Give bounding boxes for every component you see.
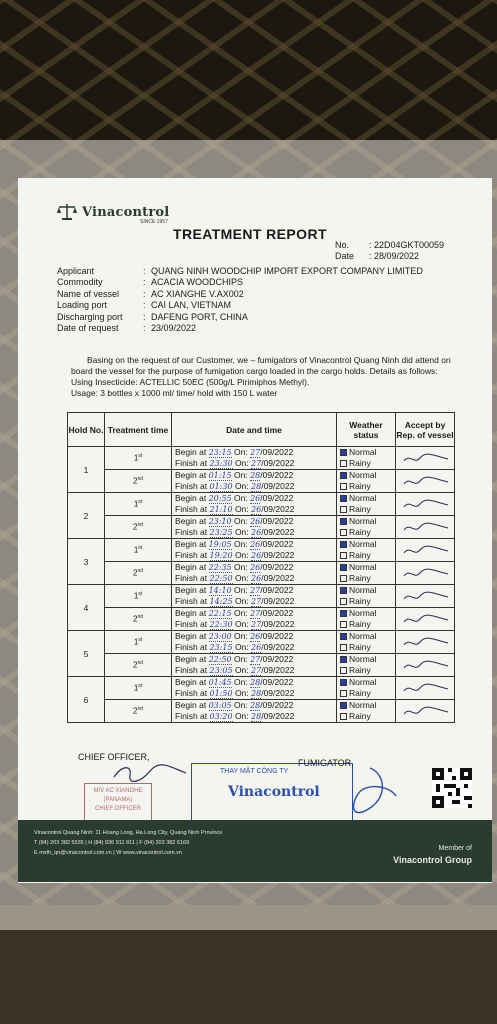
vessel-rep-signature xyxy=(402,614,450,626)
vessel-rep-signature xyxy=(402,545,450,557)
header-treatment: Treatment time xyxy=(105,413,172,447)
treatment-ordinal: 1st xyxy=(105,677,172,700)
treatment-ordinal: 1st xyxy=(105,585,172,608)
detail-value: 23/09/2022 xyxy=(151,323,197,333)
normal-checkbox xyxy=(340,518,347,525)
table-row xyxy=(68,470,455,493)
finish-time: 01:30 xyxy=(209,482,233,491)
normal-checkbox xyxy=(340,541,347,548)
finish-time: 19:20 xyxy=(209,551,233,560)
rainy-checkbox xyxy=(340,690,347,697)
accept-signature-cell xyxy=(396,447,455,470)
date-time-cell: Begin at 22:15 On: 27/09/2022 Finish at 22:30 On: 27/09/2022 xyxy=(172,608,337,631)
begin-day: 27 xyxy=(250,609,261,618)
begin-day: 28 xyxy=(250,701,261,710)
detail-label: Date of request xyxy=(57,323,119,333)
table-row xyxy=(68,493,455,516)
begin-time: 22:35 xyxy=(208,563,232,572)
detail-value: AC XIANGHE V.AX002 xyxy=(151,288,244,299)
finish-day: 27 xyxy=(251,666,262,675)
rainy-checkbox xyxy=(340,713,347,720)
rainy-checkbox xyxy=(340,575,347,582)
table-row xyxy=(68,654,455,677)
normal-checkbox xyxy=(340,587,347,594)
table-row xyxy=(68,631,455,654)
finish-time: 22:30 xyxy=(209,620,233,629)
hold-number: 6 xyxy=(68,677,105,723)
begin-time: 23:10 xyxy=(208,517,232,526)
finish-time: 23:30 xyxy=(209,459,233,468)
finish-time: 14:25 xyxy=(209,597,233,606)
weather-cell: Normal Rainy xyxy=(337,470,396,493)
weather-cell: Normal Rainy xyxy=(337,562,396,585)
accept-signature-cell xyxy=(396,700,455,723)
rainy-checkbox xyxy=(340,552,347,559)
begin-time: 23:15 xyxy=(208,448,232,457)
accept-signature-cell xyxy=(396,608,455,631)
begin-time: 01:15 xyxy=(208,471,232,480)
brand-name: Vinacontrol xyxy=(82,204,170,220)
begin-day: 26 xyxy=(250,540,261,549)
finish-day: 27 xyxy=(251,459,262,468)
begin-day: 26 xyxy=(250,632,261,641)
vessel-stamp: M/V AC XIANGHE (PANAMA) CHIEF OFFICER xyxy=(84,783,152,823)
begin-time: 01:45 xyxy=(208,678,232,687)
begin-day: 28 xyxy=(250,678,261,687)
hold-number: 4 xyxy=(68,585,105,631)
detail-label: Discharging port xyxy=(57,311,123,322)
normal-checkbox xyxy=(340,679,347,686)
table-row xyxy=(68,677,455,700)
page-title: TREATMENT REPORT xyxy=(173,226,327,242)
scales-icon xyxy=(56,203,78,221)
normal-checkbox xyxy=(340,564,347,571)
accept-signature-cell xyxy=(396,493,455,516)
treatment-report-document xyxy=(18,178,492,883)
normal-checkbox xyxy=(340,656,347,663)
hold-number: 1 xyxy=(68,447,105,493)
header-weather: Weather status xyxy=(337,413,396,447)
vessel-rep-signature xyxy=(402,568,450,580)
vessel-rep-signature xyxy=(402,453,450,465)
hold-number: 2 xyxy=(68,493,105,539)
date-time-cell: Begin at 20:55 On: 26/09/2022 Finish at 21:10 On: 26/09/2022 xyxy=(172,493,337,516)
finish-day: 26 xyxy=(251,528,262,537)
treatment-ordinal: 2nd xyxy=(105,700,172,723)
accept-signature-cell xyxy=(396,677,455,700)
vessel-rep-signature xyxy=(402,499,450,511)
date-time-cell: Begin at 19:05 On: 26/09/2022 Finish at 19:20 On: 26/09/2022 xyxy=(172,539,337,562)
accept-signature-cell xyxy=(396,654,455,677)
finish-time: 03:20 xyxy=(209,712,233,721)
finish-time: 21:10 xyxy=(209,505,233,514)
rainy-checkbox xyxy=(340,506,347,513)
vessel-rep-signature xyxy=(402,637,450,649)
begin-day: 28 xyxy=(250,471,261,480)
treatment-ordinal: 2nd xyxy=(105,654,172,677)
table-row xyxy=(68,516,455,539)
finish-time: 01:50 xyxy=(209,689,233,698)
normal-checkbox xyxy=(340,472,347,479)
date-time-cell: Begin at 22:50 On: 27/09/2022 Finish at 23:05 On: 27/09/2022 xyxy=(172,654,337,677)
weather-cell: Normal Rainy xyxy=(337,493,396,516)
weather-cell: Normal Rainy xyxy=(337,631,396,654)
accept-signature-cell xyxy=(396,562,455,585)
weather-cell: Normal Rainy xyxy=(337,677,396,700)
rainy-checkbox xyxy=(340,644,347,651)
vessel-rep-signature xyxy=(402,591,450,603)
treatment-ordinal: 2nd xyxy=(105,608,172,631)
date-time-cell: Begin at 23:10 On: 26/09/2022 Finish at 23:25 On: 26/09/2022 xyxy=(172,516,337,539)
header-accept: Accept by Rep. of vessel xyxy=(396,413,455,447)
finish-time: 23:15 xyxy=(209,643,233,652)
rainy-checkbox xyxy=(340,667,347,674)
detail-row: Commodity : ACACIA WOODCHIPS xyxy=(57,277,244,288)
finish-day: 28 xyxy=(251,482,262,491)
finish-day: 27 xyxy=(251,620,262,629)
fumigator-signature xyxy=(340,766,400,816)
detail-row: Name of vessel : AC XIANGHE V.AX002 xyxy=(57,288,244,299)
rainy-checkbox xyxy=(340,483,347,490)
fumigator-label: FUMIGATOR, xyxy=(298,758,354,768)
vessel-rep-signature xyxy=(402,476,450,488)
vessel-rep-signature xyxy=(402,683,450,695)
begin-day: 27 xyxy=(250,586,261,595)
begin-time: 23:00 xyxy=(208,632,232,641)
header-datetime: Date and time xyxy=(172,413,337,447)
treatment-ordinal: 2nd xyxy=(105,470,172,493)
normal-checkbox xyxy=(340,633,347,640)
finish-time: 23:05 xyxy=(209,666,233,675)
begin-time: 14:10 xyxy=(208,586,232,595)
begin-time: 03:05 xyxy=(208,701,232,710)
detail-row: Discharging port : DAFENG PORT, CHINA xyxy=(57,311,248,322)
since-text: SINCE 1957 xyxy=(140,219,168,225)
begin-time: 19:05 xyxy=(208,540,232,549)
detail-value: DAFENG PORT, CHINA xyxy=(151,311,248,322)
date-time-cell: Begin at 14:10 On: 27/09/2022 Finish at 14:25 On: 27/09/2022 xyxy=(172,585,337,608)
rainy-checkbox xyxy=(340,621,347,628)
normal-checkbox xyxy=(340,495,347,502)
detail-label: Applicant xyxy=(57,266,95,276)
normal-checkbox xyxy=(340,610,347,617)
normal-checkbox xyxy=(340,449,347,456)
begin-time: 22:15 xyxy=(208,609,232,618)
detail-value: QUANG NINH WOODCHIP IMPORT EXPORT COMPANY LIMITED xyxy=(151,266,423,276)
begin-day: 27 xyxy=(250,655,261,664)
date-time-cell: Begin at 01:45 On: 28/09/2022 Finish at 01:50 On: 28/09/2022 xyxy=(172,677,337,700)
weather-cell: Normal Rainy xyxy=(337,585,396,608)
finish-time: 22:50 xyxy=(209,574,233,583)
rainy-checkbox xyxy=(340,598,347,605)
weather-cell: Normal Rainy xyxy=(337,516,396,539)
table-row xyxy=(68,608,455,631)
vessel-rep-signature xyxy=(402,706,450,718)
detail-label: Commodity xyxy=(57,277,103,288)
treatment-ordinal: 2nd xyxy=(105,562,172,585)
chief-officer-label: CHIEF OFFICER, xyxy=(78,752,150,762)
finish-day: 26 xyxy=(251,551,262,560)
hold-number: 5 xyxy=(68,631,105,677)
hold-number: 3 xyxy=(68,539,105,585)
finish-day: 26 xyxy=(251,643,262,652)
weather-cell: Normal Rainy xyxy=(337,447,396,470)
rainy-checkbox xyxy=(340,529,347,536)
intro-paragraph: Basing on the request of our Customer, we – fumigators of Vinacontrol Quang Ninh did attend on board the vessel for the purpose of fumigation cargo loaded in the cargo holds. Details as follows: Using Insecticide: ACTELLIC 50EC (500g/L Pirimiphos Methyl). Usage: 3 bottles x 1000 ml/ time/ hold with 150 L water xyxy=(71,355,451,398)
table-row xyxy=(68,539,455,562)
detail-value: ACACIA WOODCHIPS xyxy=(151,277,244,288)
accept-signature-cell xyxy=(396,539,455,562)
qr-code xyxy=(432,768,472,808)
weather-cell: Normal Rainy xyxy=(337,608,396,631)
begin-day: 26 xyxy=(250,563,261,572)
header-hold: Hold No. xyxy=(68,413,105,447)
date-time-cell: Begin at 01:15 On: 28/09/2022 Finish at 01:30 On: 28/09/2022 xyxy=(172,470,337,493)
begin-day: 26 xyxy=(250,517,261,526)
detail-row: Applicant : QUANG NINH WOODCHIP IMPORT EXPORT COMPANY LIMITED xyxy=(57,266,423,276)
date-time-cell: Begin at 23:15 On: 27/09/2022 Finish at 23:30 On: 27/09/2022 xyxy=(172,447,337,470)
company-stamp: THAY MẶT CÔNG TY Vinacontrol xyxy=(191,763,353,823)
treatment-ordinal: 2nd xyxy=(105,516,172,539)
vessel-rep-signature xyxy=(402,522,450,534)
weather-cell: Normal Rainy xyxy=(337,539,396,562)
rainy-checkbox xyxy=(340,460,347,467)
table-row xyxy=(68,447,455,470)
table-row xyxy=(68,585,455,608)
vessel-rep-signature xyxy=(402,660,450,672)
treatment-table xyxy=(67,412,455,723)
detail-label: Loading port xyxy=(57,300,108,311)
footer: Vinacontrol Quang Ninh: 11 Hoang Long, Ha Long City, Quang Ninh Province T (84) 203 382 5535 | H (84) 936 911 811 | F (84) 203 382 6169 E mvth_qn@vinacontrol.com.vn | W www.vinacontrol.com.vn Member of Vinacontrol Group xyxy=(18,820,492,882)
accept-signature-cell xyxy=(396,516,455,539)
finish-day: 28 xyxy=(251,689,262,698)
detail-row: Date of request : 23/09/2022 xyxy=(57,323,197,333)
finish-day: 28 xyxy=(251,712,262,721)
detail-value: CAI LAN, VIETNAM xyxy=(151,300,232,311)
finish-time: 23:25 xyxy=(209,528,233,537)
detail-row: Loading port : CAI LAN, VIETNAM xyxy=(57,300,232,311)
table-row xyxy=(68,562,455,585)
begin-time: 22:50 xyxy=(208,655,232,664)
treatment-ordinal: 1st xyxy=(105,493,172,516)
detail-label: Name of vessel xyxy=(57,288,120,299)
date-time-cell: Begin at 03:05 On: 28/09/2022 Finish at 03:20 On: 28/09/2022 xyxy=(172,700,337,723)
weather-cell: Normal Rainy xyxy=(337,700,396,723)
chief-officer-signature xyxy=(110,763,190,785)
report-date: Date : 28/09/2022 xyxy=(335,251,420,261)
treatment-ordinal: 1st xyxy=(105,447,172,470)
treatment-ordinal: 1st xyxy=(105,539,172,562)
report-number: No. : 22D04GKT00059 xyxy=(335,240,445,250)
begin-day: 27 xyxy=(250,448,261,457)
accept-signature-cell xyxy=(396,470,455,493)
weather-cell: Normal Rainy xyxy=(337,654,396,677)
finish-day: 27 xyxy=(251,597,262,606)
normal-checkbox xyxy=(340,702,347,709)
finish-day: 26 xyxy=(251,505,262,514)
treatment-ordinal: 1st xyxy=(105,631,172,654)
accept-signature-cell xyxy=(396,585,455,608)
accept-signature-cell xyxy=(396,631,455,654)
date-time-cell: Begin at 22:35 On: 26/09/2022 Finish at 22:50 On: 26/09/2022 xyxy=(172,562,337,585)
date-time-cell: Begin at 23:00 On: 26/09/2022 Finish at 23:15 On: 26/09/2022 xyxy=(172,631,337,654)
begin-day: 26 xyxy=(250,494,261,503)
begin-time: 20:55 xyxy=(208,494,232,503)
finish-day: 26 xyxy=(251,574,262,583)
table-row xyxy=(68,700,455,723)
